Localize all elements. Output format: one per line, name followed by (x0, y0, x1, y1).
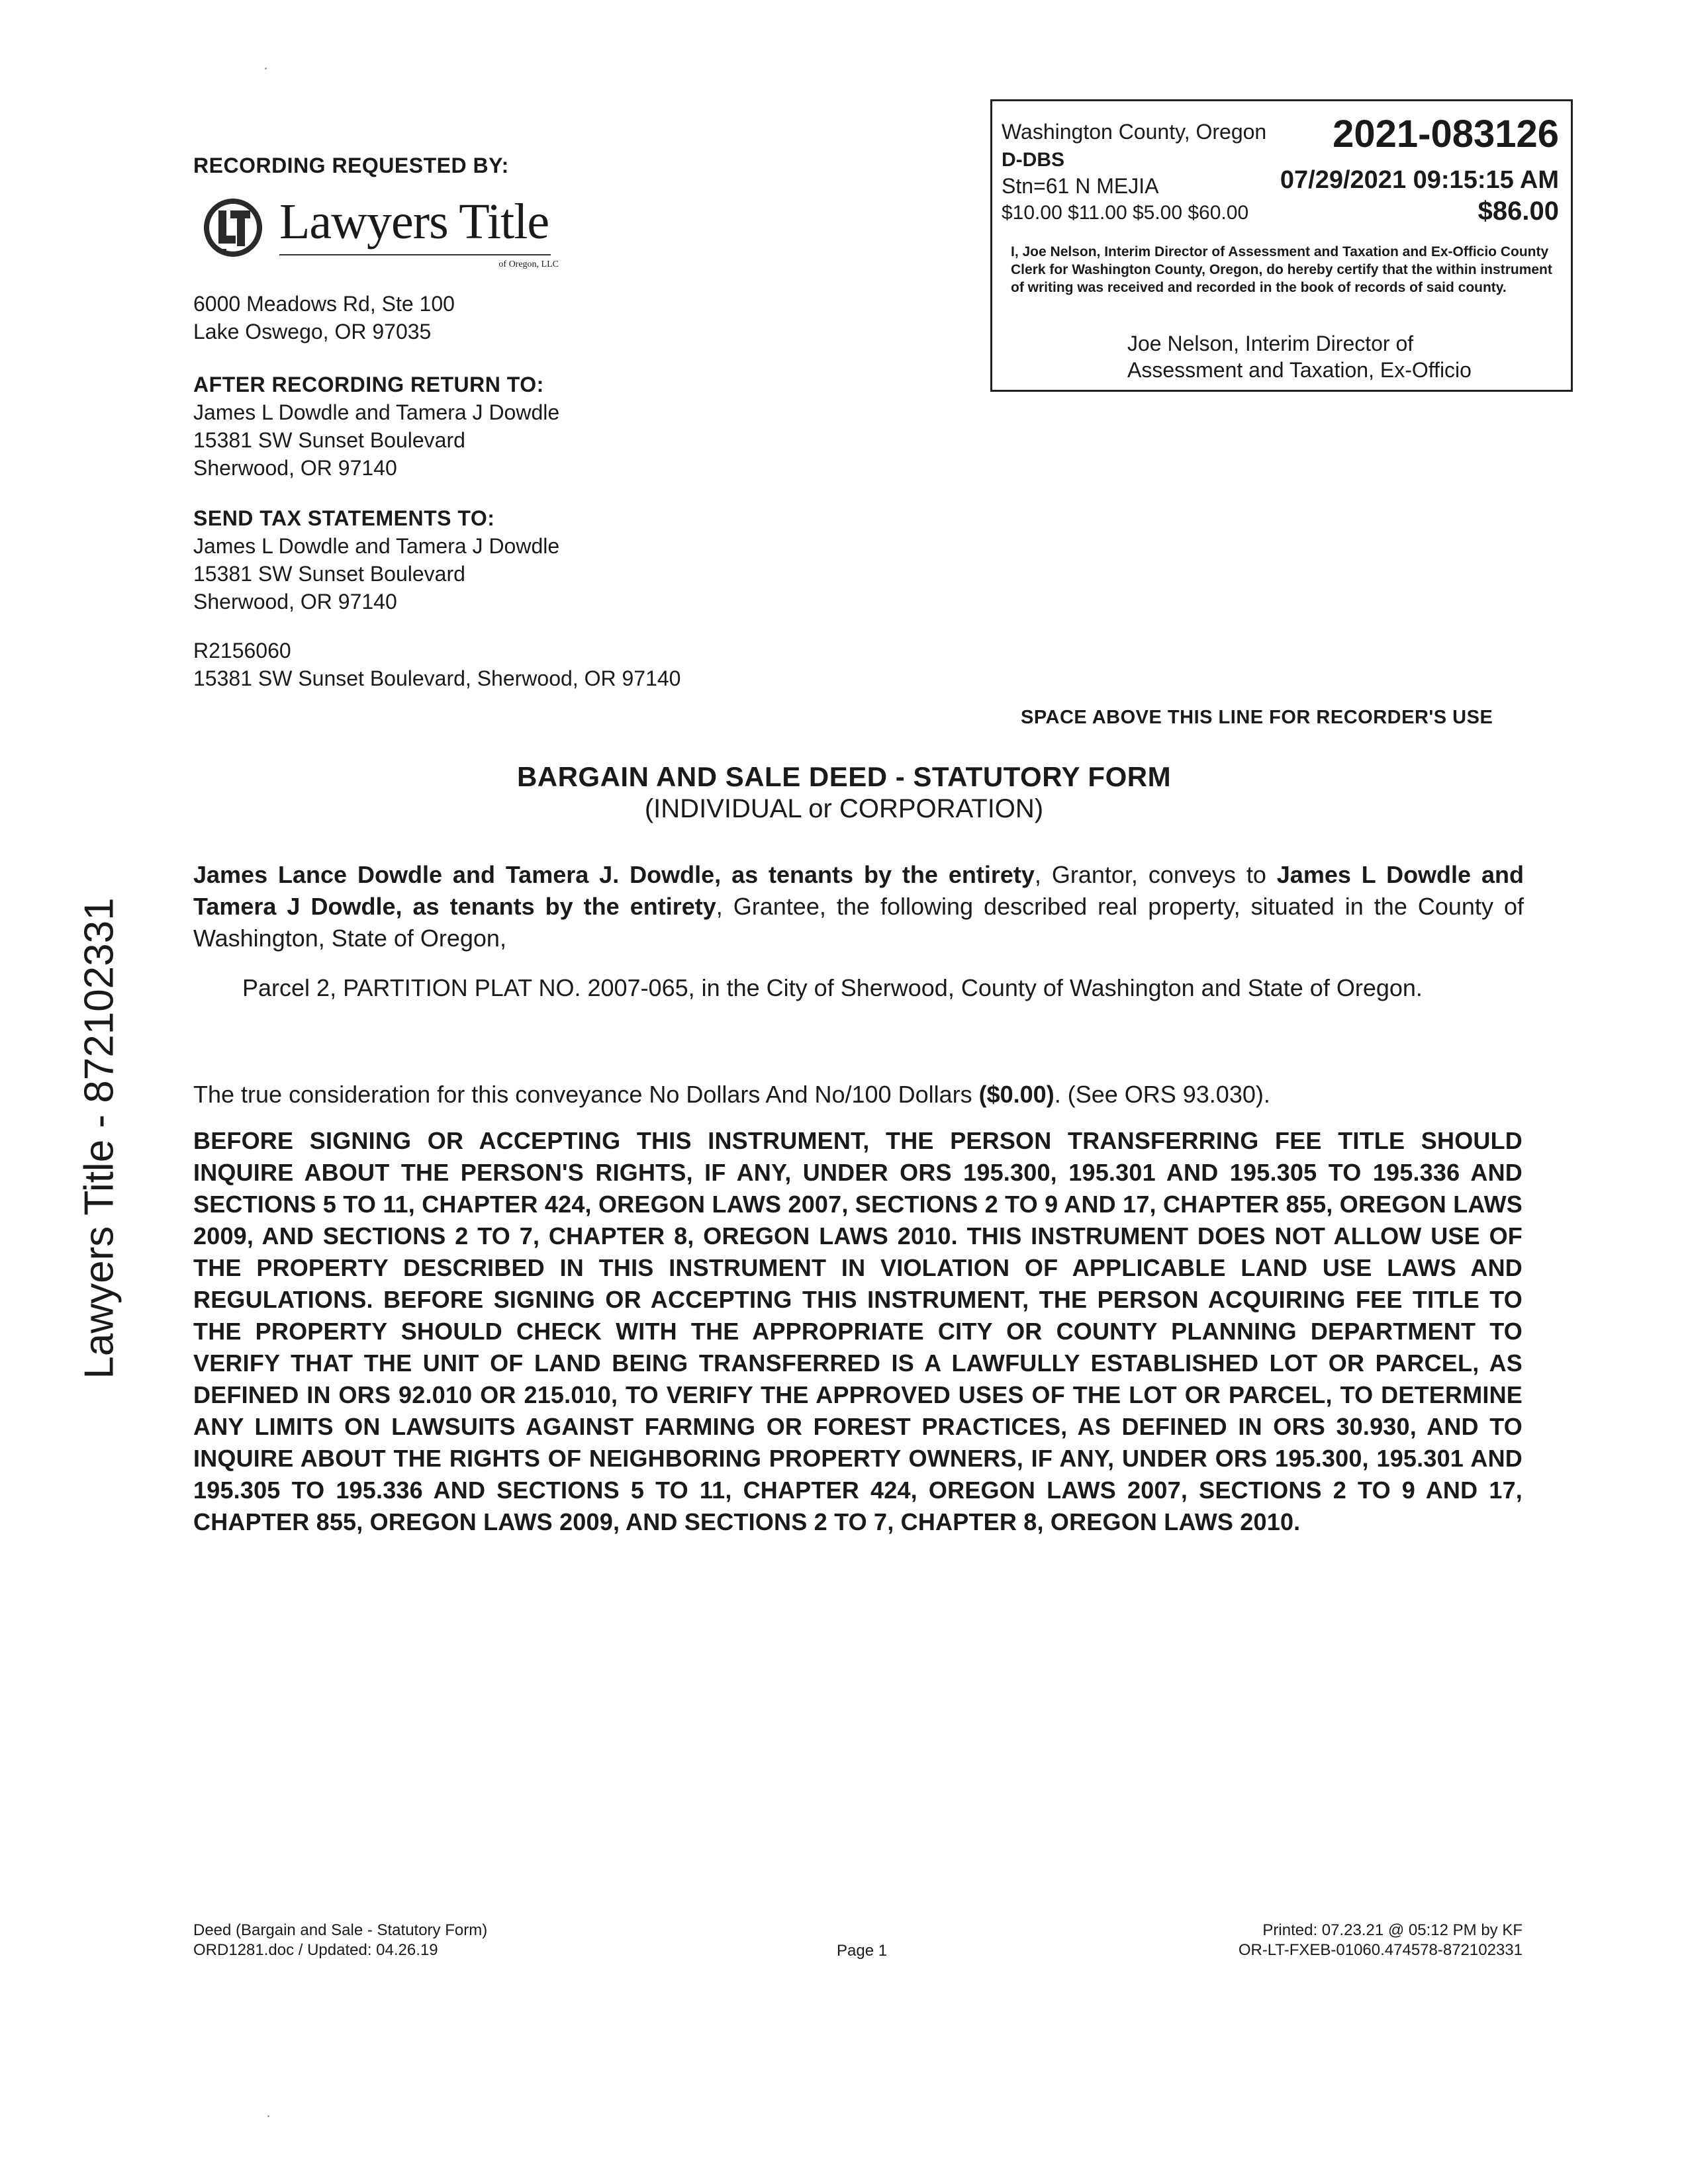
recorder-use-notice: SPACE ABOVE THIS LINE FOR RECORDER'S USE (1021, 707, 1493, 728)
recording-datetime: 07/29/2021 09:15:15 AM (1280, 166, 1559, 194)
consideration-statement (193, 1079, 1524, 1111)
scan-speck (265, 68, 267, 69)
logo-name: Lawyers Title (279, 194, 549, 250)
consideration-amount: ($0.00) (978, 1081, 1055, 1108)
granting-clause (193, 859, 1524, 954)
property-account-number: R2156060 (193, 639, 291, 662)
tax-statements-heading: SEND TAX STATEMENTS TO: (193, 506, 495, 530)
clerk-signature-line: Assessment and Taxation, Ex-Officio (1127, 358, 1472, 382)
recording-fees: $10.00 $11.00 $5.00 $60.00 (1002, 202, 1249, 224)
legal-description: Parcel 2, PARTITION PLAT NO. 2007-065, in the City of Sherwood, County of Washington and State of Oregon. (242, 974, 1423, 1001)
deed-title: BARGAIN AND SALE DEED - STATUTORY FORM (516, 761, 1172, 792)
address-line: Lake Oswego, OR 97035 (193, 320, 432, 343)
recorder-stamp-box (990, 99, 1573, 392)
logo-subtitle: of Oregon, LLC (498, 259, 559, 269)
scan-speck (267, 2115, 269, 2117)
consideration-text: The true consideration for this conveyance No Dollars And No/100 Dollars (193, 1081, 979, 1108)
document-type-code: D-DBS (1002, 149, 1064, 171)
grantor-names: James Lance Dowdle and Tamera J. Dowdle, as tenants by the entirety (193, 861, 1035, 888)
recording-number: 2021-083126 (1333, 113, 1559, 156)
footer-form-name: Deed (Bargain and Sale - Statutory Form) (193, 1921, 488, 1939)
tax-statements-line: Sherwood, OR 97140 (193, 590, 397, 614)
after-recording-line: Sherwood, OR 97140 (193, 456, 397, 480)
lawyers-title-address (193, 290, 455, 345)
recording-total-fee: $86.00 (1477, 197, 1559, 226)
after-recording-heading: AFTER RECORDING RETURN TO: (193, 373, 544, 396)
after-recording-line: 15381 SW Sunset Boulevard (193, 428, 465, 452)
recorder-county: Washington County, Oregon (1002, 120, 1267, 144)
tax-statements-line: James L Dowdle and Tamera J Dowdle (193, 534, 560, 558)
footer-print-info (1239, 1921, 1523, 1960)
conveys-text: , Grantor, conveys to (1034, 861, 1277, 888)
clerk-signature-block (1127, 330, 1472, 383)
address-line: 6000 Meadows Rd, Ste 100 (193, 292, 455, 316)
recording-requested-by-label: RECORDING REQUESTED BY: (193, 154, 509, 177)
lawyers-title-logo (193, 191, 564, 277)
property-situation-text: , Grantee, the following described real property, situated in the County of Washington, State of Oregon, (193, 893, 1524, 952)
footer-order-id: OR-LT-FXEB-01060.474578-872102331 (1238, 1941, 1523, 1959)
property-address: 15381 SW Sunset Boulevard, Sherwood, OR 97140 (193, 666, 681, 690)
clerk-signature-line: Joe Nelson, Interim Director of (1127, 332, 1414, 355)
clerk-certification: I, Joe Nelson, Interim Director of Assessment and Taxation and Ex-Officio County Clerk for Washington County, Oregon, do hereby certify that the within instrument of writing was received and recorded in the book of records of said county. (1011, 244, 1552, 295)
footer-page-number: Page 1 (837, 1942, 888, 1960)
footer-doc-id: ORD1281.doc / Updated: 04.26.19 (193, 1941, 438, 1959)
consideration-reference: . (See ORS 93.030). (1054, 1081, 1270, 1108)
statutory-warning: BEFORE SIGNING OR ACCEPTING THIS INSTRUMENT, THE PERSON TRANSFERRING FEE TITLE SHOULD INQUIRE ABOUT THE PERSON'S RIGHTS, IF ANY, UNDER ORS 195.300, 195.301 AND 195.305 TO 195.336 AND SECTIONS 5 TO 11, CHAPTER 424, OREGON LAWS 2007, SECTIONS 2 TO 9 AND 17, CHAPTER 855, OREGON LAWS 2009, AND SECTIONS 2 TO 7, CHAPTER 8, OREGON LAWS 2010. THIS INSTRUMENT DOES NOT ALLOW USE OF THE PROPERTY DESCRIBED IN THIS INSTRUMENT IN VIOLATION OF APPLICABLE LAND USE LAWS AND REGULATIONS. BEFORE SIGNING OR ACCEPTING THIS INSTRUMENT, THE PERSON ACQUIRING FEE TITLE TO THE PROPERTY SHOULD CHECK WITH THE APPROPRIATE CITY OR COUNTY PLANNING DEPARTMENT TO VERIFY THAT THE UNIT OF LAND BEING TRANSFERRED IS A LAWFULLY ESTABLISHED LOT OR PARCEL, AS DEFINED IN ORS 92.010 OR 215.010, TO VERIFY THE APPROVED USES OF THE LOT OR PARCEL, TO DETERMINE ANY LIMITS ON LAWSUITS AGAINST FARMING OR FOREST PRACTICES, AS DEFINED IN ORS 30.930, AND TO INQUIRE ABOUT THE RIGHTS OF NEIGHBORING PROPERTY OWNERS, IF ANY, UNDER ORS 195.300, 195.301 AND 195.305 TO 195.336 AND SECTIONS 5 TO 11, CHAPTER 424, OREGON LAWS 2007, SECTIONS 2 TO 9 AND 17, CHAPTER 855, OREGON LAWS 2009, AND SECTIONS 2 TO 7, CHAPTER 8, OREGON LAWS 2010. (193, 1127, 1523, 1535)
after-recording-line: James L Dowdle and Tamera J Dowdle (193, 400, 560, 424)
after-recording-block (193, 371, 559, 482)
deed-subtitle: (INDIVIDUAL or CORPORATION) (644, 794, 1044, 823)
recording-station: Stn=61 N MEJIA (1002, 174, 1159, 198)
tax-statements-line: 15381 SW Sunset Boulevard (193, 562, 465, 586)
footer-form-info (193, 1921, 487, 1960)
lawyers-title-logo-icon (201, 196, 265, 259)
tax-statements-block (193, 504, 559, 615)
grantee-names: James L Dowdle and Tamera J Dowdle, as tenants by the entirety (193, 861, 1524, 920)
footer-printed: Printed: 07.23.21 @ 05:12 PM by KF (1262, 1921, 1523, 1939)
property-info-block (193, 637, 680, 692)
side-order-stamp: Lawyers Title - 872102331 (76, 897, 122, 1379)
logo-rule (279, 254, 551, 255)
